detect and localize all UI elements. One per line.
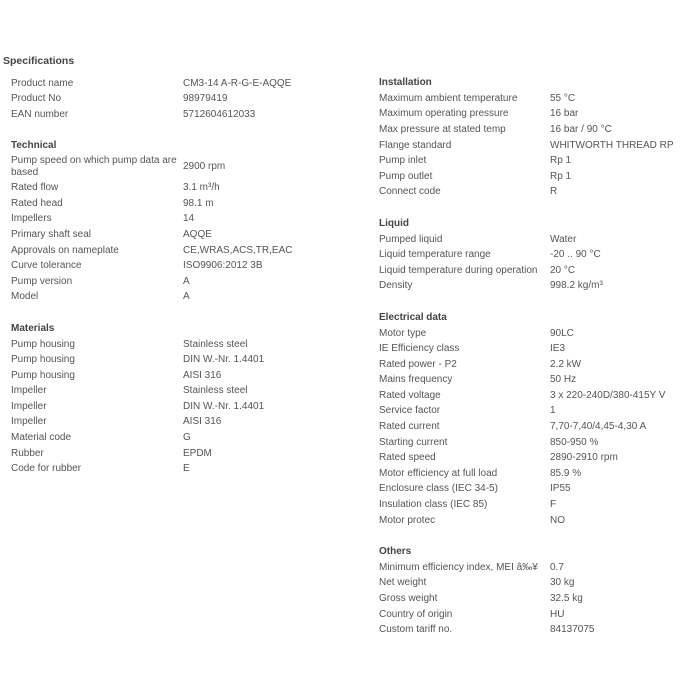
spec-value: NO bbox=[550, 514, 565, 526]
spec-row bbox=[379, 169, 697, 185]
spec-label: Liquid temperature range bbox=[379, 249, 491, 261]
spec-value: 50 Hz bbox=[550, 374, 577, 386]
spec-label: Minimum efficiency index, MEI â‰¥ bbox=[379, 561, 538, 573]
spec-row bbox=[11, 258, 351, 274]
spec-row bbox=[11, 227, 351, 243]
spec-label: EAN number bbox=[11, 108, 69, 120]
spec-label: Impeller bbox=[11, 400, 47, 412]
section-electrical-data bbox=[379, 310, 697, 529]
spec-row bbox=[379, 591, 697, 607]
spec-value: Rp 1 bbox=[550, 170, 572, 182]
spec-label: Pumped liquid bbox=[379, 233, 443, 245]
spec-label: Motor type bbox=[379, 327, 427, 339]
spec-label: Pump speed on which pump data are based bbox=[11, 155, 177, 179]
spec-label: Insulation class (IEC 85) bbox=[379, 499, 488, 511]
spec-value: EPDM bbox=[183, 447, 212, 459]
spec-value: 850-950 % bbox=[550, 436, 599, 448]
spec-value: 30 kg bbox=[550, 577, 575, 589]
section-heading: Materials bbox=[11, 322, 55, 334]
spec-value: -20 .. 90 °C bbox=[550, 249, 601, 261]
spec-label: Flange standard bbox=[379, 139, 452, 151]
section-others bbox=[379, 544, 697, 638]
spec-row bbox=[379, 263, 697, 279]
spec-value: A bbox=[183, 275, 190, 287]
spec-label: Max pressure at stated temp bbox=[379, 123, 506, 135]
section-spacer bbox=[379, 294, 697, 310]
spec-label: Primary shaft seal bbox=[11, 228, 92, 240]
spec-label: Pump housing bbox=[11, 369, 75, 381]
spec-value: E bbox=[183, 463, 190, 475]
spec-row bbox=[379, 279, 697, 295]
spec-label: Mains frequency bbox=[379, 374, 453, 386]
spec-row bbox=[379, 622, 697, 638]
spec-row bbox=[379, 404, 697, 420]
spec-row bbox=[379, 560, 697, 576]
spec-row bbox=[379, 435, 697, 451]
spec-value: 98.1 m bbox=[183, 197, 214, 209]
spec-label: Impeller bbox=[11, 385, 47, 397]
spec-label: Maximum ambient temperature bbox=[379, 92, 518, 104]
spec-value: 84137075 bbox=[550, 624, 595, 636]
spec-row bbox=[379, 122, 697, 138]
spec-row bbox=[379, 153, 697, 169]
spec-row bbox=[11, 196, 351, 212]
spec-value: F bbox=[550, 499, 557, 511]
spec-row bbox=[11, 368, 351, 384]
spec-row bbox=[11, 76, 351, 92]
spec-value: DIN W.-Nr. 1.4401 bbox=[183, 354, 265, 366]
spec-row bbox=[379, 247, 697, 263]
spec-value: IE3 bbox=[550, 343, 566, 355]
spec-label: Service factor bbox=[379, 405, 441, 417]
spec-row bbox=[379, 388, 697, 404]
left-spec-column bbox=[11, 76, 351, 477]
spec-value: AISI 316 bbox=[183, 369, 222, 381]
spec-value: 0.7 bbox=[550, 561, 564, 573]
spec-value: 3 x 220-240D/380-415Y V bbox=[550, 389, 666, 401]
spec-row bbox=[11, 243, 351, 259]
spec-row bbox=[11, 430, 351, 446]
spec-label: Motor efficiency at full load bbox=[379, 467, 498, 479]
spec-label: Rated head bbox=[11, 197, 63, 209]
spec-row bbox=[11, 274, 351, 290]
spec-row bbox=[11, 92, 351, 108]
spec-row bbox=[379, 107, 697, 123]
spec-label: Liquid temperature during operation bbox=[379, 264, 538, 276]
spec-row bbox=[379, 232, 697, 248]
section-heading: Liquid bbox=[379, 217, 409, 229]
right-spec-column bbox=[379, 75, 697, 638]
spec-value: IP55 bbox=[550, 483, 571, 495]
spec-row bbox=[379, 185, 697, 201]
spec-row bbox=[11, 290, 351, 306]
spec-row bbox=[11, 352, 351, 368]
spec-label: Pump outlet bbox=[379, 170, 433, 182]
spec-value: Rp 1 bbox=[550, 155, 572, 167]
spec-row bbox=[11, 461, 351, 477]
spec-row bbox=[11, 337, 351, 353]
spec-value: 3.1 m³/h bbox=[183, 182, 220, 194]
spec-value: 32.5 kg bbox=[550, 593, 583, 605]
spec-row bbox=[379, 91, 697, 107]
section-heading: Installation bbox=[379, 77, 432, 88]
spec-value: AISI 316 bbox=[183, 416, 222, 428]
spec-row bbox=[379, 466, 697, 482]
spec-value: G bbox=[183, 432, 191, 444]
spec-value: 55 °C bbox=[550, 92, 576, 104]
spec-label: Pump housing bbox=[11, 354, 75, 366]
spec-value: 2900 rpm bbox=[183, 161, 226, 173]
spec-label: Product name bbox=[11, 77, 74, 89]
section-materials bbox=[11, 321, 351, 477]
section-spacer bbox=[11, 305, 351, 321]
spec-row bbox=[379, 513, 697, 529]
spec-row bbox=[379, 576, 697, 592]
section-general bbox=[11, 76, 351, 123]
section-liquid bbox=[379, 216, 697, 294]
spec-value: WHITWORTH THREAD RP bbox=[550, 139, 674, 151]
spec-row bbox=[379, 138, 697, 154]
spec-label: Starting current bbox=[379, 436, 448, 448]
spec-label: Product No bbox=[11, 93, 62, 105]
spec-row bbox=[379, 482, 697, 498]
spec-label: Gross weight bbox=[379, 593, 438, 605]
spec-row bbox=[11, 384, 351, 400]
spec-value: 98979419 bbox=[183, 93, 228, 105]
spec-row bbox=[379, 341, 697, 357]
spec-label: Rated current bbox=[379, 421, 440, 433]
spec-label: Custom tariff no. bbox=[379, 624, 453, 636]
section-spacer bbox=[379, 200, 697, 216]
spec-value: 16 bar bbox=[550, 108, 579, 120]
spec-value: 16 bar / 90 °C bbox=[550, 123, 612, 135]
spec-row bbox=[11, 180, 351, 196]
spec-row bbox=[379, 450, 697, 466]
section-spacer bbox=[11, 123, 351, 139]
spec-row bbox=[379, 326, 697, 342]
spec-row bbox=[11, 154, 351, 180]
spec-label: Connect code bbox=[379, 186, 441, 198]
spec-label: Pump housing bbox=[11, 338, 75, 350]
spec-label: Rated power - P2 bbox=[379, 358, 457, 370]
spec-label: Maximum operating pressure bbox=[379, 108, 509, 120]
page-title: Specifications bbox=[3, 55, 75, 67]
spec-value: 998.2 kg/m³ bbox=[550, 280, 603, 292]
spec-value: DIN W.-Nr. 1.4401 bbox=[183, 400, 265, 412]
spec-row bbox=[379, 607, 697, 623]
section-heading: Others bbox=[379, 546, 412, 558]
spec-value: 7,70-7,40/4,45-4,30 A bbox=[550, 421, 647, 433]
spec-label: Code for rubber bbox=[11, 463, 82, 475]
spec-value: 5712604612033 bbox=[183, 108, 256, 120]
spec-label: Rubber bbox=[11, 447, 44, 459]
spec-row bbox=[11, 399, 351, 415]
spec-label: Approvals on nameplate bbox=[11, 244, 119, 256]
spec-row bbox=[379, 497, 697, 513]
spec-value: CM3-14 A-R-G-E-AQQE bbox=[183, 77, 292, 89]
spec-label: Density bbox=[379, 280, 413, 292]
spec-label: Rated voltage bbox=[379, 389, 441, 401]
section-technical bbox=[11, 138, 351, 305]
spec-row bbox=[379, 357, 697, 373]
spec-value: ISO9906:2012 3B bbox=[183, 260, 263, 272]
spec-label: Impeller bbox=[11, 416, 47, 428]
spec-value: Water bbox=[550, 233, 577, 245]
spec-value: Stainless steel bbox=[183, 338, 248, 350]
spec-row bbox=[11, 107, 351, 123]
spec-label: Country of origin bbox=[379, 608, 453, 620]
spec-row bbox=[11, 415, 351, 431]
spec-value: 85.9 % bbox=[550, 467, 582, 479]
spec-value: 2890-2910 rpm bbox=[550, 452, 618, 464]
spec-label: Enclosure class (IEC 34-5) bbox=[379, 483, 498, 495]
spec-label: Material code bbox=[11, 432, 72, 444]
spec-row bbox=[11, 446, 351, 462]
spec-label: Model bbox=[11, 291, 39, 303]
spec-row bbox=[379, 419, 697, 435]
spec-row bbox=[379, 373, 697, 389]
spec-value: 1 bbox=[550, 405, 556, 417]
spec-value: HU bbox=[550, 608, 565, 620]
spec-label: Motor protec bbox=[379, 514, 436, 526]
spec-value: R bbox=[550, 186, 558, 198]
spec-row bbox=[11, 212, 351, 228]
spec-label: IE Efficiency class bbox=[379, 343, 460, 355]
section-spacer bbox=[379, 528, 697, 544]
spec-label: Rated speed bbox=[379, 452, 436, 464]
spec-value: 20 °C bbox=[550, 264, 576, 276]
spec-value: Stainless steel bbox=[183, 385, 248, 397]
spec-value: A bbox=[183, 291, 190, 303]
spec-label: Curve tolerance bbox=[11, 260, 82, 272]
section-heading: Electrical data bbox=[379, 311, 447, 323]
spec-value: 14 bbox=[183, 213, 195, 225]
spec-value: 90LC bbox=[550, 327, 574, 339]
spec-label: Pump inlet bbox=[379, 155, 427, 167]
spec-label: Impellers bbox=[11, 213, 52, 225]
spec-label: Rated flow bbox=[11, 182, 59, 194]
spec-label: Net weight bbox=[379, 577, 427, 589]
spec-label: Pump version bbox=[11, 275, 73, 287]
spec-value: CE,WRAS,ACS,TR,EAC bbox=[183, 244, 293, 256]
section-installation bbox=[379, 75, 697, 200]
section-heading: Technical bbox=[11, 140, 57, 152]
spec-value: 2.2 kW bbox=[550, 358, 582, 370]
spec-value: AQQE bbox=[183, 228, 212, 240]
